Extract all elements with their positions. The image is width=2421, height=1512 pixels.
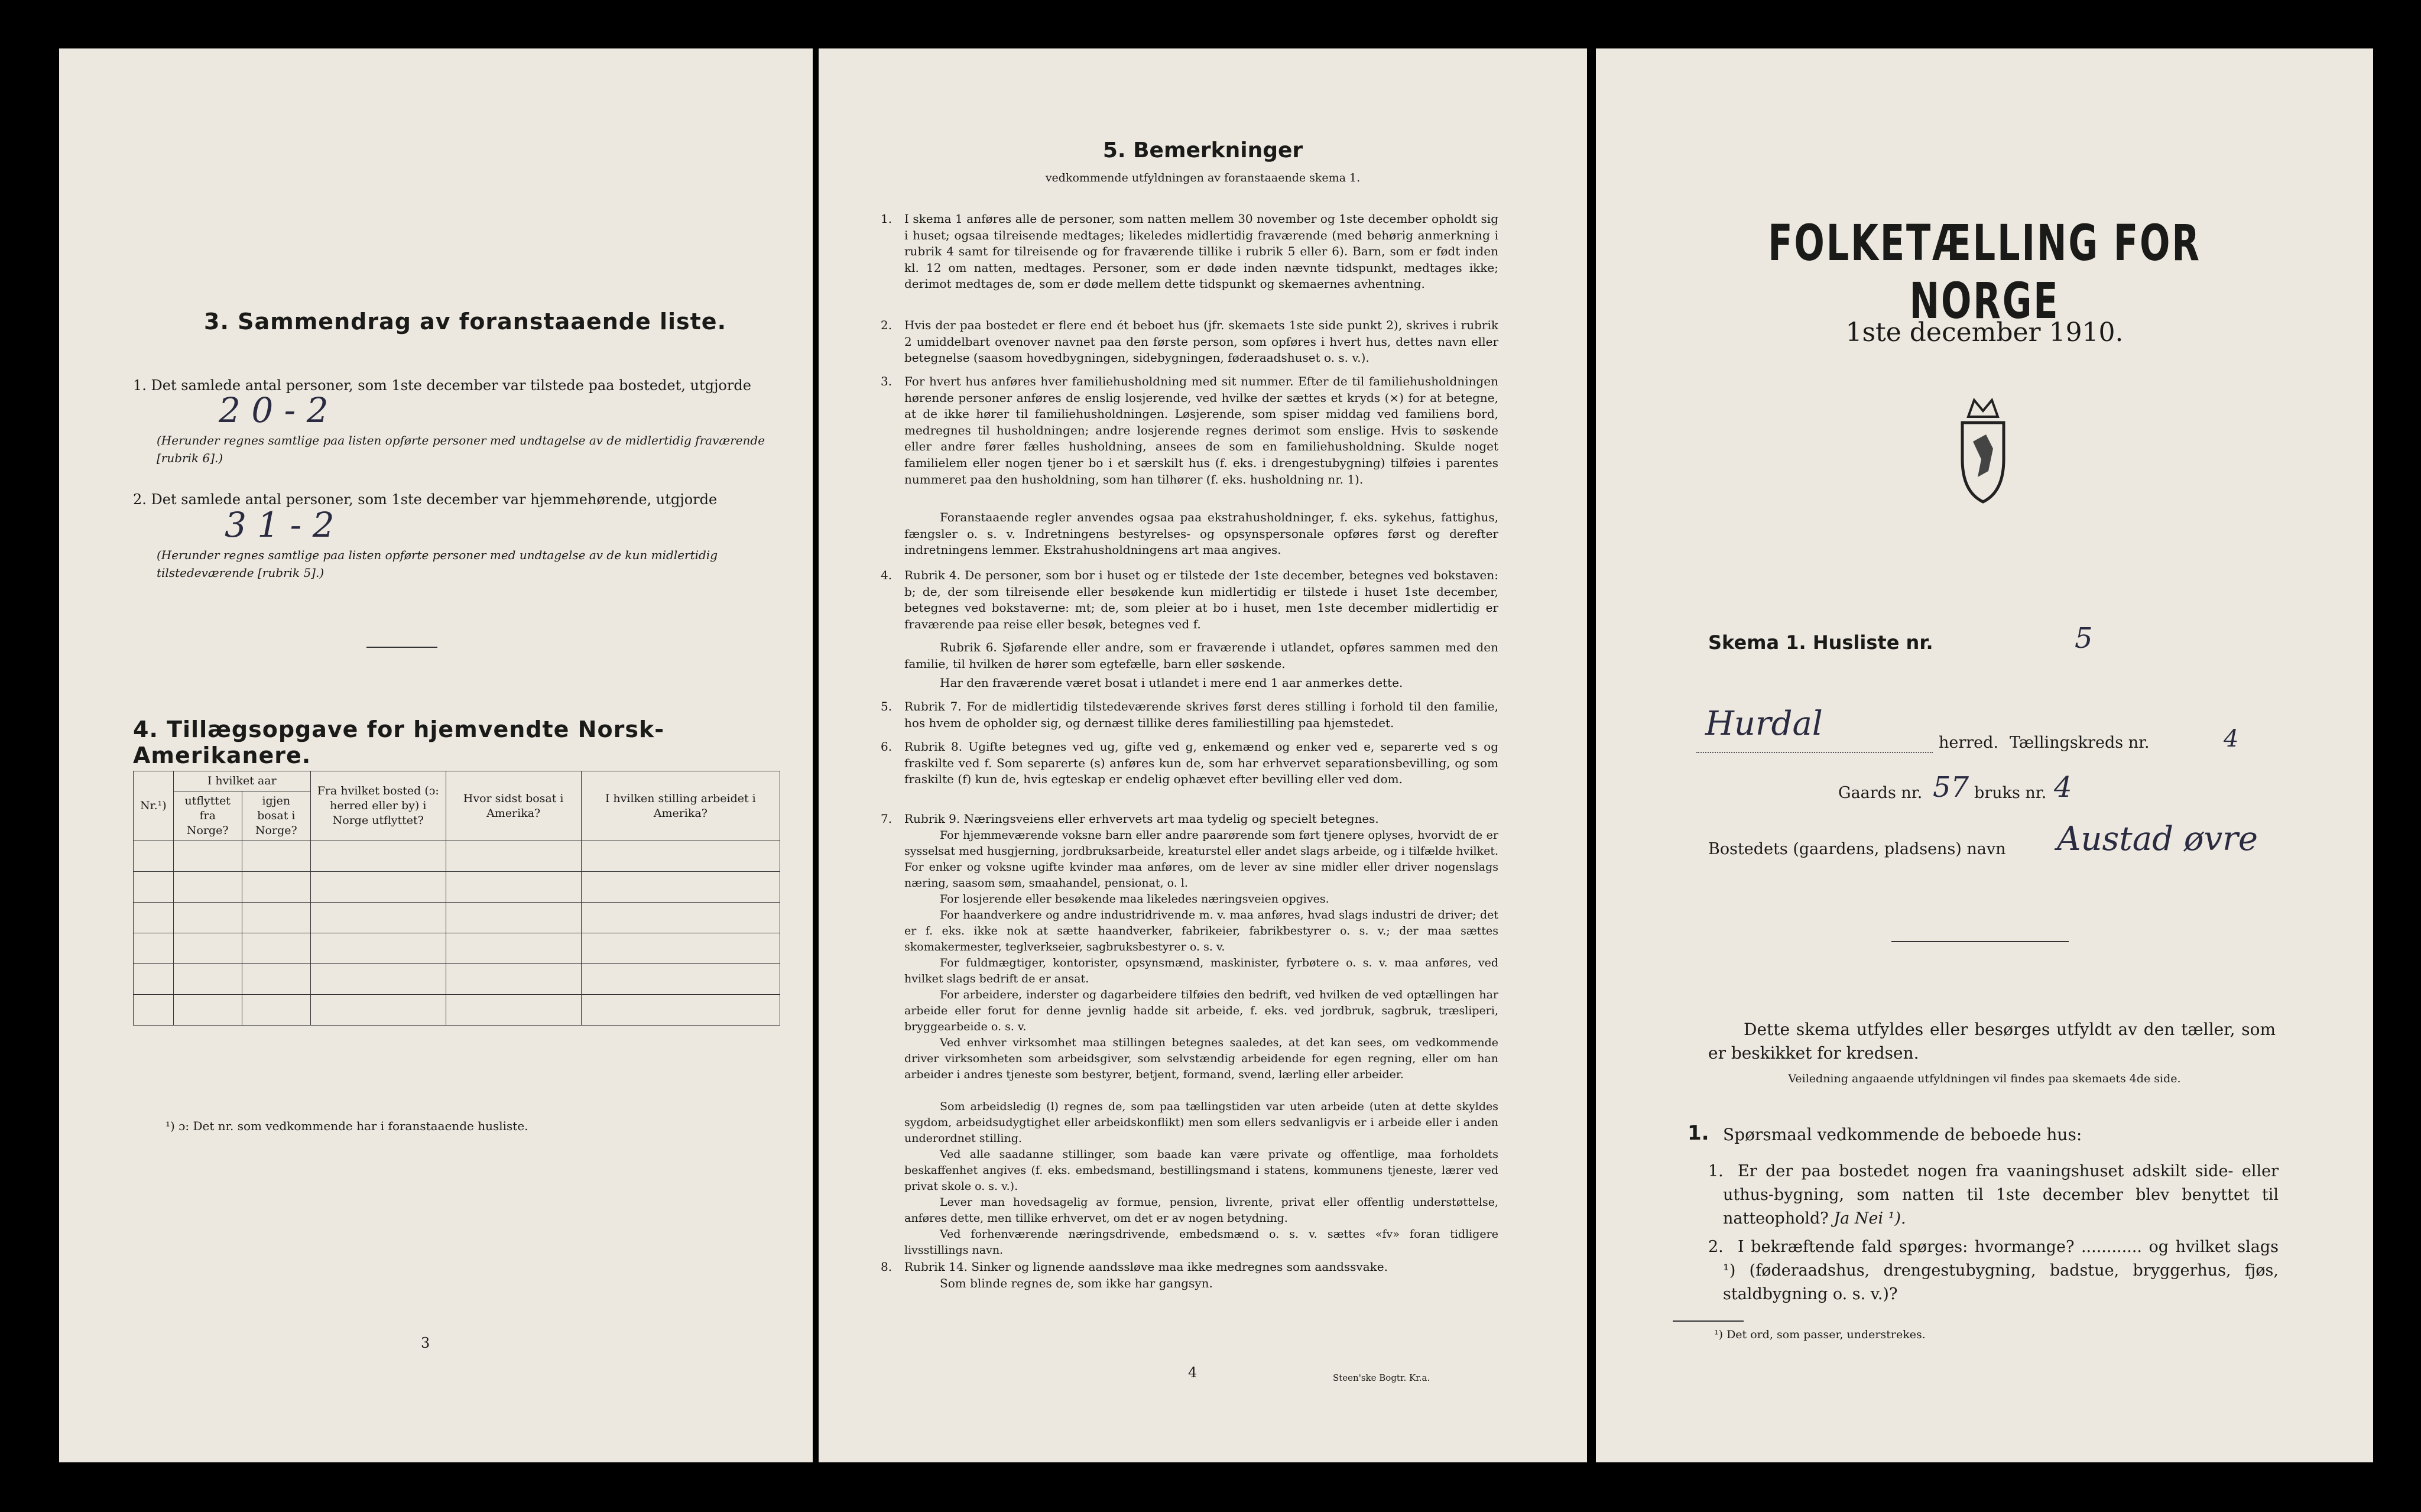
remark-7b: For hjemmeværende voksne barn eller andre paarørende som ført tjenere oplyses, hvorvidt de er sysselsat med husgjerning, jordbruksarbeide, kreaturstel eller andet slags arbeide, og i tilfælde hvilket. For enker og voksne ugifte kvinder maa anføres, om de lever av sine midler eller driver nogenslags næring, saasom søm, smaahandel, pensionat, o. l.: [904, 829, 1498, 890]
item2-text: 2. Det samlede antal personer, som 1ste december var hjemmehørende, utgjorde: [133, 491, 718, 508]
remark-4b: Rubrik 6. Sjøfarende eller andre, som er fraværende i utlandet, opføres sammen med den familie, til hvilken de hører som egtefælle, barn eller søskende.: [904, 640, 1498, 671]
table-footnote: ¹) ɔ: Det nr. som vedkommende har i foranstaaende husliste.: [165, 1119, 528, 1133]
remark-7g: Ved enhver virksomhet maa stillingen betegnes saaledes, at det kan sees, om vedkommende driver virksomheten som arbeidsgiver, som selvstændig arbeidende for egen regning, eller om han arbeider i andres tjeneste som bestyrer, betjent, formand, svend, lærling eller arbeider.: [904, 1036, 1498, 1081]
kreds-value: 4: [2224, 725, 2239, 752]
table-row: [134, 933, 780, 964]
remark-7j: Lever man hovedsagelig av formue, pension, livrente, privat eller offentlig understøttelse, anføres dette, men tillike erhvervet, om det er av nogen betydning.: [904, 1196, 1498, 1225]
item2-handwritten-value: 3 1 - 2: [225, 505, 335, 545]
kreds-label: Tællingskreds nr.: [2010, 734, 2150, 752]
table-row: [134, 841, 780, 872]
ornament-line: [1891, 941, 2069, 942]
census-date: 1ste december 1910.: [1845, 317, 2124, 348]
bruks-value: 4: [2054, 771, 2072, 804]
middle-page: [819, 48, 1587, 1462]
schema-label: Skema 1. Husliste nr.: [1708, 631, 1933, 654]
question-number: 1.: [1687, 1121, 1709, 1145]
gaards-value: 57: [1933, 771, 1969, 804]
col-from-where: Fra hvilket bosted (ɔ: herred eller by) i Norge utflyttet?: [310, 771, 446, 841]
remark-7e: For fuldmægtiger, kontorister, opsynsmænd, maskinister, fyrbøtere o. s. v. maa anføres, ved hvilket slags bedrift de er ansat.: [904, 956, 1498, 985]
intro-small: Veiledning angaaende utfyldningen vil findes paa skemaets 4de side.: [1788, 1072, 2181, 1085]
remark-7d: For haandverkere og andre industridrivende m. v. maa anføres, hvad slags industri de driver; det er f. eks. ikke nok at sætte haandverker, fabrikeier, fabrikbestyrer o. s. v.; der maa sættes skomakermester, teglverkseier, sagbruksbestyrer o. s. v.: [904, 909, 1498, 953]
bosted-value: Austad øvre: [2057, 820, 2258, 858]
husliste-nr-value: 5: [2075, 622, 2093, 655]
remarks-subtitle: vedkommende utfyldningen av foranstaaende skema 1.: [1045, 171, 1361, 184]
bosted-label: Bostedets (gaardens, pladsens) navn: [1708, 840, 2006, 858]
remark-7f: For arbeidere, inderster og dagarbeidere tilføies den bedrift, ved hvilken de ved optællingen har arbeide eller forut for denne jevnlig hadde sit arbeide, f. eks. ved jordbruk, sagbruk, træsliperi, bryggearbeide o. s. v.: [904, 988, 1498, 1033]
item1-handwritten-value: 2 0 - 2: [219, 390, 329, 430]
remark-7c: For losjerende eller besøkende maa likeledes næringsveien opgives.: [940, 893, 1329, 906]
bruks-label: bruks nr.: [1974, 784, 2047, 802]
remark-3b: Foranstaaende regler anvendes ogsaa paa ekstrahusholdninger, f. eks. sykehus, fattighus, fængsler o. s. v. Indretningens bestyrelses- og opsynspersonale opføres først og derefter indretningens lemmer. Ekstrahusholdningens art maa angives.: [904, 510, 1498, 557]
remarks-title: 5. Bemerkninger: [1102, 138, 1303, 163]
question-2: 2. I bekræftende fald spørges: hvormange? ............ og hvilket slags ¹) (føderaadshus, drengestubygning, badstue, bryggerhus, fjøs, staldbygning o. s. v.)?: [1708, 1238, 2279, 1303]
herred-line: [1696, 752, 1933, 753]
col-nr: Nr.¹): [134, 771, 174, 841]
remark-3: 3. For hvert hus anføres hver familiehusholdning med sit nummer. Efter de til familiehusholdningen hørende personer anføres de enslig losjerende, ved hvilke der sættes et kryds (×) for at betegne, at de ikke hører til familiehusholdningen. Løsjerende, som spiser middag ved familiens bord, medregnes til husholdningen; andre losjerende regnes derimot som enslige. Hvis to søskende eller andre fører fælles husholdning, ansees de som en familiehusholdning. Skulde noget familielem eller nogen tjener bo i et særskilt hus (f. eks. i drengestubygning) tilføies i parentes nummeret paa den husholdning, som han tilhører (f. eks. husholdning nr. 1).: [881, 374, 1498, 486]
question-1: 1. Er der paa bostedet nogen fra vaaningshuset adskilt side- eller uthus-bygning, som natten til 1ste december blev benyttet til natteophold? Ja Nei ¹).: [1708, 1162, 2279, 1228]
remark-2: 2. Hvis der paa bostedet er flere end ét beboet hus (jfr. skemaets 1ste side punkt 2), skrives i rubrik 2 umiddelbart ovenover navnet paa den første person, som opføres i hvert hus, dettes navn eller betegnelse (saasom hovedbygningen, sidebygningen, føderaadshuset o. s. v.).: [881, 318, 1498, 365]
col-group-year: I hvilket aar: [173, 771, 310, 791]
remark-7i: Ved alle saadanne stillinger, som baade kan være private og offentlige, maa forholdets beskaffenhet angives (f. eks. embedsmand, bestillingsmand i statens, kommunens tjeneste, lærer ved privat skole o. s. v.).: [904, 1148, 1498, 1193]
page-number: 4: [1188, 1364, 1197, 1381]
section4-title: 4. Tillægsopgave for hjemvendte Norsk-Amerikanere.: [133, 716, 664, 768]
item1-note: (Herunder regnes samtlige paa listen opførte personer med undtagelse av de midlertidig fraværende [rubrik 6].): [157, 433, 765, 465]
divider: [366, 647, 437, 648]
remark-6: 6. Rubrik 8. Ugifte betegnes ved ug, gifte ved g, enkemænd og enker ved e, separerte ved s og fraskilte ved f. Som separerte (s) anføres kun de, som har erhvervet separationsbevilling, og som fraskilte (f) kun de, hvis egteskap er endelig ophævet efter bevilling eller ved dom.: [881, 739, 1498, 787]
intro-text: Dette skema utfyldes eller besørges utfyldt av den tæller, som er beskikket for kredsen.: [1708, 1020, 2276, 1063]
remark-7k: Ved forhenværende næringsdrivende, embedsmænd o. s. v. sættes «fv» foran tidligere livsstillings navn.: [904, 1228, 1498, 1257]
gaards-label: Gaards nr.: [1838, 784, 1923, 802]
census-title: FOLKETÆLLING FOR NORGE: [1768, 214, 2201, 330]
right-footnote: ¹) Det ord, som passer, understrekes.: [1714, 1328, 1926, 1341]
item1-text: 1. Det samlede antal personer, som 1ste december var tilstede paa bostedet, utgjorde: [133, 377, 751, 394]
q1-answer: Ja Nei ¹).: [1833, 1209, 1906, 1228]
remark-7: 7. Rubrik 9. Næringsveiens eller erhvervets art maa tydelig og specielt betegnes.: [881, 812, 1379, 826]
norsk-amerikanere-table: [133, 771, 780, 1026]
left-page: [59, 48, 813, 1462]
remark-4: 4. Rubrik 4. De personer, som bor i huset og er tilstede der 1ste december, betegnes ved bokstaven: b; de, der som tilreisende eller besøkende kun midlertidig er tilstede i huset 1ste december, betegnes ved bokstaverne: mt; de, som pleier at bo i huset, men 1ste december midlertidig er fraværende paa reise eller besøk, betegnes ved f.: [881, 568, 1498, 631]
page-number: 3: [421, 1335, 430, 1351]
coat-of-arms-icon: [1945, 394, 2021, 507]
item2-note: (Herunder regnes samtlige paa listen opførte personer med undtagelse av de kun midlertidig tilstedeværende [rubrik 5].): [157, 548, 718, 580]
herred-value: Hurdal: [1705, 705, 1823, 743]
remark-8: 8. Rubrik 14. Sinker og lignende aandssløve maa ikke medregnes som aandssvake.: [881, 1260, 1388, 1274]
remark-1: 1. I skema 1 anføres alle de personer, som natten mellem 30 november og 1ste december opholdt sig i huset; ogsaa tilreisende medtages; likeledes midlertidig fraværende (med behørig anmerkning i rubrik 4 samt for tilreisende og for fraværende tillike i rubrik 5 eller 6). Barn, som er født inden kl. 12 om natten, medtages. Personer, som er døde inden nævnte tidspunkt, medtages ikke; derimot medtages de, som er døde mellem dette tidspunkt og skemaernes avhentning.: [881, 212, 1498, 291]
table-row: [134, 872, 780, 903]
remark-8b: Som blinde regnes de, som ikke har gangsyn.: [940, 1276, 1213, 1290]
col-returned: igjen bosat i Norge?: [242, 791, 310, 841]
col-last-america: Hvor sidst bosat i Amerika?: [446, 771, 581, 841]
remark-7h: Som arbeidsledig (l) regnes de, som paa tællingstiden var uten arbeide (uten at dette skyldes sygdom, arbeidsudygtighet eller arbeidskonflikt) men som ellers sedvanligvis er i arbeide eller i anden underordnet stilling.: [904, 1100, 1498, 1145]
section3-title: 3. Sammendrag av foranstaaende liste.: [204, 309, 727, 335]
col-emigrated: utflyttet fra Norge?: [173, 791, 242, 841]
table-row: [134, 995, 780, 1026]
col-position: I hvilken stilling arbeidet i Amerika?: [581, 771, 780, 841]
remark-5: 5. Rubrik 7. For de midlertidig tilstedeværende skrives først deres stilling i forhold til den familie, hos hvem de opholder sig, og dernæst tillike deres familiestilling paa hjemstedet.: [881, 699, 1498, 730]
herred-label: herred.: [1939, 734, 1999, 752]
question-title: Spørsmaal vedkommende de beboede hus:: [1723, 1125, 2082, 1144]
right-page: [1596, 48, 2373, 1462]
footnote-rule: [1673, 1320, 1744, 1322]
remark-4c: Har den fraværende været bosat i utlandet i mere end 1 aar anmerkes dette.: [940, 676, 1403, 690]
table-row: [134, 903, 780, 933]
printer-mark: Steen'ske Bogtr. Kr.a.: [1333, 1373, 1430, 1383]
table-row: [134, 964, 780, 995]
